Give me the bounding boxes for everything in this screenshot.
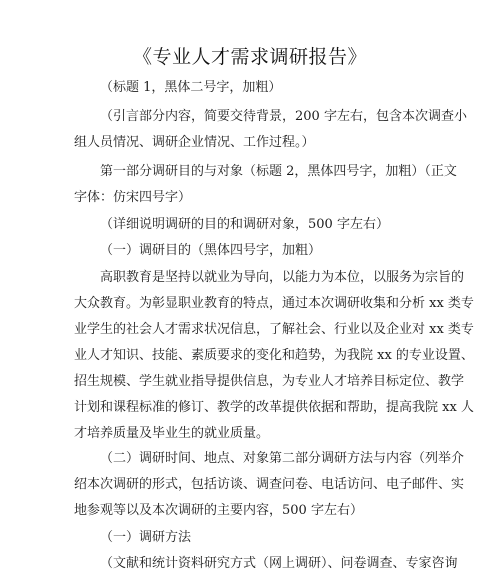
intro-note-line-1: （引言部分内容，简要交待背景，200 字左右，包含本次调查小 <box>100 109 467 124</box>
title-format-note <box>74 75 446 101</box>
title-format-note-line: （标题 1，黑体二号字，加粗） <box>100 80 282 95</box>
report-title: 《专业人才需求调研报告》 <box>132 46 367 68</box>
cut-off-line <box>74 551 458 577</box>
intro-note-line-2: 组人员情况、调研企业情况、工作过程。） <box>74 135 315 150</box>
subsection-heading <box>74 525 446 551</box>
section1-heading <box>74 238 446 264</box>
part1-heading <box>74 159 457 211</box>
section1-body <box>74 265 474 447</box>
section1-body-line-4: 业人才知识、技能、素质要求的变化和趋势，为我院 xx 的专业设置、 <box>74 348 474 363</box>
part1-note <box>74 212 446 238</box>
section1-body-line-7: 才培养质量及毕业生的就业质量。 <box>74 426 270 441</box>
subsection-heading-line: （一）调研方法 <box>100 530 192 545</box>
section1-body-line-3: 业学生的社会人才需求状况信息，了解社会、行业以及企业对 xx 类专 <box>74 322 474 337</box>
part1-heading-line-2: 字体：仿宋四号字） <box>74 190 192 205</box>
part1-note-line: （详细说明调研的目的和调研对象，500 字左右） <box>100 217 389 232</box>
section1-body-line-1: 高职教育是坚持以就业为导向，以能力为本位，以服务为宗旨的 <box>100 270 465 285</box>
intro-note <box>74 104 467 156</box>
section2-heading-line-1: （二）调研时间、地点、对象第二部分调研方法与内容（列举介 <box>100 451 465 466</box>
section2-heading-line-3: 地参观等以及本次调研的主要内容，500 字左右） <box>74 503 363 518</box>
section2-heading-line-2: 绍本次调研的形式，包括访谈、调查问卷、电话访问、电子邮件、实 <box>74 477 465 492</box>
section1-heading-line: （一）调研目的（黑体四号字，加粗） <box>100 243 322 258</box>
section1-body-line-6: 计划和课程标准的修订、教学的改革提供依据和帮助，提高我院 xx 人 <box>74 400 474 415</box>
section1-body-line-5: 招生规模、学生就业指导提供信息，为专业人才培养目标定位、教学 <box>74 374 465 389</box>
section2-heading <box>74 446 465 524</box>
section1-body-line-2: 大众教育。为彰显职业教育的特点，通过本次调研收集和分析 xx 类专 <box>74 296 474 311</box>
part1-heading-line-1: 第一部分调研目的与对象（标题 2，黑体四号字，加粗）（正文 <box>100 164 457 179</box>
cut-off-line-text: （文献和统计资料研究方式（网上调研）、问卷调查、专家咨询 <box>100 556 458 571</box>
